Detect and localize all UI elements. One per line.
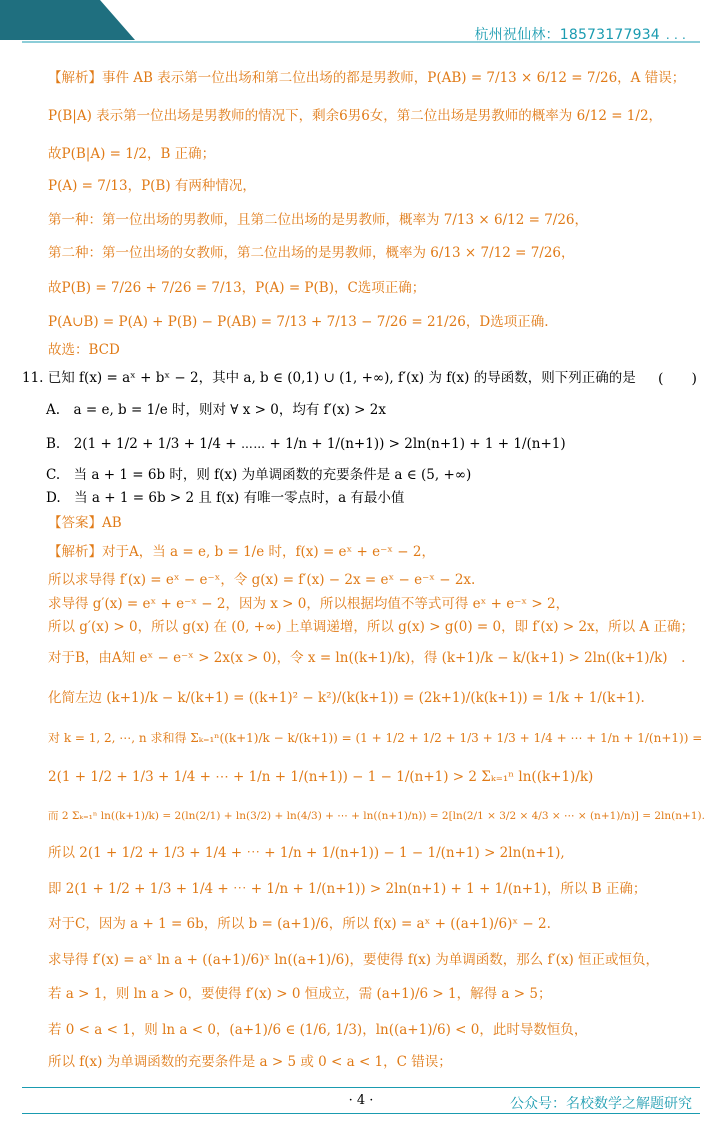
analysis11-line-1: 【解析】对于A，当 a = e, b = 1/e 时，f(x) = eˣ + e⁻ˣ − 2，	[48, 544, 435, 560]
footer-rule-bottom	[22, 1113, 700, 1114]
q11-option-a: A. a = e, b = 1/e 时，则对 ∀ x > 0，均有 f′(x) > 2x	[46, 402, 386, 418]
analysis10-choice: 故选：BCD	[48, 342, 120, 358]
q11-answer-paren: ( )	[658, 371, 697, 387]
q11-stem: 11. 已知 f(x) = aˣ + bˣ − 2，其中 a, b ∈ (0,1) ∪ (1, +∞), f′(x) 为 f(x) 的导函数，则下列正确的是	[22, 370, 636, 386]
analysis11-line-9: 而 2 Σₖ₌₁ⁿ ln((k+1)/k) = 2(ln(2/1) + ln(3/2) + ln(4/3) + ⋯ + ln((n+1)/n)) = 2[ln(2/1 × 3/2 × 4/3 × ⋯ × (n+1)/n)] = 2ln(n+1).	[48, 810, 705, 822]
header-contact: 杭州祝仙林：18573177934 . . .	[474, 27, 686, 43]
analysis10-line-4: P(A) = 7/13，P(B) 有两种情况，	[48, 178, 256, 194]
analysis11-line-11: 即 2(1 + 1/2 + 1/3 + 1/4 + ⋯ + 1/n + 1/(n+1)) > 2ln(n+1) + 1 + 1/(n+1)，所以 B 正确；	[48, 881, 647, 897]
q11-option-c: C. 当 a + 1 = 6b 时，则 f(x) 为单调函数的充要条件是 a ∈ (5, +∞)	[46, 467, 472, 483]
analysis10-line-1: 【解析】事件 AB 表示第一位出场和第二位出场的都是男教师，P(AB) = 7/13 × 6/12 = 7/26，A 错误；	[48, 70, 686, 86]
analysis11-line-4: 所以 g′(x) > 0，所以 g(x) 在 (0, +∞) 上单调递增，所以 g(x) > g(0) = 0，即 f′(x) > 2x，所以 A 正确；	[48, 619, 694, 635]
page-number: · 4 ·	[348, 1093, 374, 1108]
analysis10-line-3: 故P(B|A) = 1/2，B 正确；	[48, 146, 216, 162]
q11-answer: 【答案】AB	[48, 515, 122, 531]
analysis11-line-8: 2(1 + 1/2 + 1/3 + 1/4 + ⋯ + 1/n + 1/(n+1)) − 1 − 1/(n+1) > 2 Σₖ₌₁ⁿ ln((k+1)/k)	[48, 769, 594, 785]
analysis10-line-5: 第一种：第一位出场的男教师，且第二位出场的是男教师，概率为 7/13 × 6/12 = 7/26，	[48, 212, 589, 228]
q11-option-b: B. 2(1 + 1/2 + 1/3 + 1/4 + ⋯⋯ + 1/n + 1/(n+1)) > 2ln(n+1) + 1 + 1/(n+1)	[46, 436, 566, 452]
analysis11-line-13: 求导得 f′(x) = aˣ ln a + ((a+1)/6)ˣ ln((a+1)/6)，要使得 f(x) 为单调函数，那么 f′(x) 恒正或恒负，	[48, 952, 660, 968]
analysis11-line-15: 若 0 < a < 1，则 ln a < 0，(a+1)/6 ∈ (1/6, 1/3)，ln((a+1)/6) < 0，此时导数恒负，	[48, 1022, 588, 1038]
analysis11-line-7: 对 k = 1, 2, ⋯, n 求和得 Σₖ₌₁ⁿ((k+1)/k − k/(k+1)) = (1 + 1/2 + 1/2 + 1/3 + 1/3 + 1/4 + ⋯ + 1/n + 1/(n+1)) =	[48, 731, 703, 745]
analysis11-line-6: 化简左边 (k+1)/k − k/(k+1) = ((k+1)² − k²)/(k(k+1)) = (2k+1)/(k(k+1)) = 1/k + 1/(k+1).	[48, 690, 645, 706]
analysis11-line-10: 所以 2(1 + 1/2 + 1/3 + 1/4 + ⋯ + 1/n + 1/(n+1)) − 1 − 1/(n+1) > 2ln(n+1),	[48, 845, 565, 861]
analysis11-line-14: 若 a > 1，则 ln a > 0，要使得 f′(x) > 0 恒成立，需 (a+1)/6 > 1，解得 a > 5；	[48, 986, 552, 1002]
analysis11-line-16: 所以 f(x) 为单调函数的充要条件是 a > 5 或 0 < a < 1，C 错误；	[48, 1054, 452, 1070]
analysis10-line-2: P(B|A) 表示第一位出场是男教师的情况下，剩余6男6女，第二位出场是男教师的概率为 6/12 = 1/2，	[48, 108, 663, 124]
analysis10-line-6: 第二种：第一位出场的女教师，第二位出场的是男教师，概率为 6/13 × 7/12 = 7/26，	[48, 245, 575, 261]
footer-wechat: 公众号：名校数学之解题研究	[510, 1096, 692, 1112]
footer-rule-top	[22, 1087, 700, 1088]
q11-option-d: D. 当 a + 1 = 6b > 2 且 f(x) 有唯一零点时，a 有最小值	[46, 490, 405, 506]
analysis11-line-2: 所以求导得 f′(x) = eˣ − e⁻ˣ，令 g(x) = f′(x) − 2x = eˣ − e⁻ˣ − 2x.	[48, 572, 476, 588]
analysis11-line-12: 对于C，因为 a + 1 = 6b，所以 b = (a+1)/6，所以 f(x) = aˣ + ((a+1)/6)ˣ − 2.	[48, 916, 551, 932]
analysis11-line-3: 求导得 g′(x) = eˣ + e⁻ˣ − 2，因为 x > 0，所以根据均值不等式可得 eˣ + e⁻ˣ > 2，	[48, 596, 570, 612]
analysis11-line-5: 对于B，由A知 eˣ − e⁻ˣ > 2x(x > 0)，令 x = ln((k+1)/k)，得 (k+1)/k − k/(k+1) > 2ln((k+1)/k) .	[48, 650, 686, 666]
analysis10-line-8: P(A∪B) = P(A) + P(B) − P(AB) = 7/13 + 7/13 − 7/26 = 21/26，D选项正确.	[48, 314, 549, 330]
analysis10-line-7: 故P(B) = 7/26 + 7/26 = 7/13，P(A) = P(B)，C选项正确；	[48, 280, 426, 296]
